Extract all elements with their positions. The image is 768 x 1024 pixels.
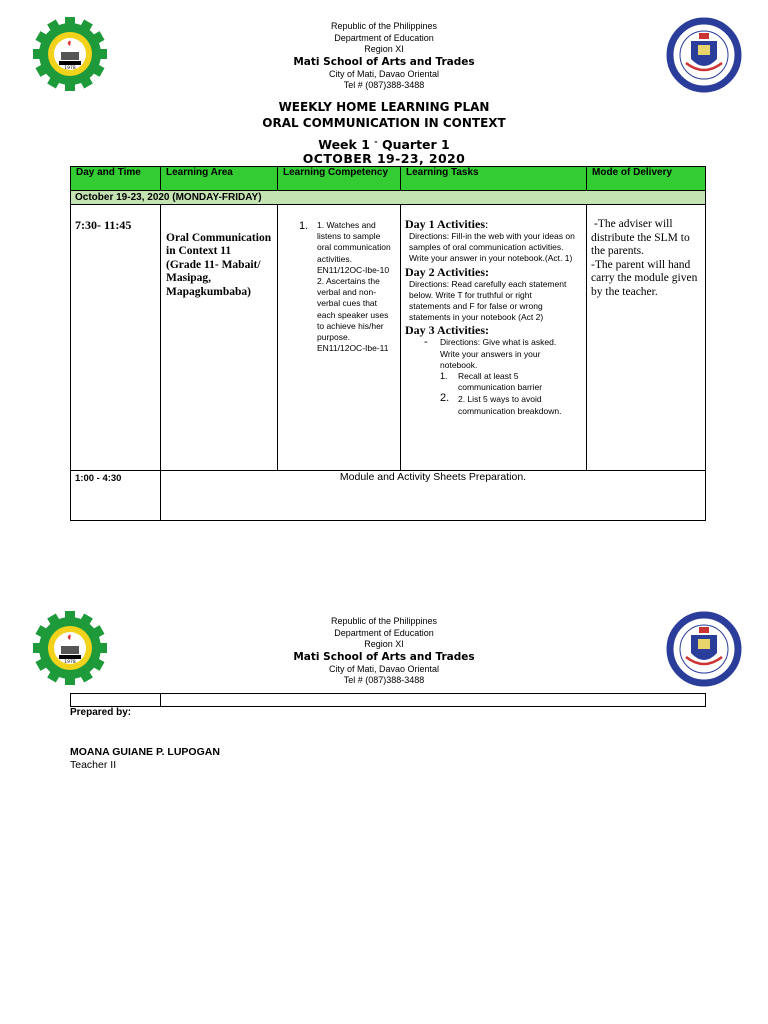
deped-seal-right xyxy=(663,611,745,687)
col-divider-2-header xyxy=(277,166,278,191)
day3-item-2-number: 2. xyxy=(440,392,450,405)
learning-area-cell xyxy=(166,232,271,299)
afternoon-activity: Module and Activity Sheets Preparation. xyxy=(339,471,527,483)
table-border-right xyxy=(705,166,706,521)
letterhead-school: Mati School of Arts and Trades xyxy=(293,55,475,68)
prepared-by-label: Prepared by: xyxy=(70,707,132,718)
day3-directions xyxy=(405,337,585,371)
day2-line: below. Write T for truthful or right xyxy=(409,289,532,300)
col-divider-3 xyxy=(400,204,401,471)
header-learning-competency: Learning Competency xyxy=(278,167,400,190)
learning-area-line: Masipag, xyxy=(166,272,212,285)
learning-area-line: Mapagkumbaba) xyxy=(166,285,251,298)
col-divider-2 xyxy=(277,204,278,471)
header-learning-area: Learning Area xyxy=(161,167,277,190)
delivery-line: distribute the SLM to xyxy=(591,231,690,244)
letterhead-school: Mati School of Arts and Trades xyxy=(293,650,475,663)
delivery-line: the parents. xyxy=(591,245,645,258)
table-border-header-bottom xyxy=(70,190,706,191)
learning-area-line: in Context 11 xyxy=(166,245,232,258)
letterhead-department: Department of Education xyxy=(334,32,434,43)
learning-tasks-cell xyxy=(405,217,585,417)
letterhead-tel: Tel # (087)388-3488 xyxy=(343,675,425,685)
day1-line: samples of oral communication activities. xyxy=(409,242,564,253)
svg-text:1978: 1978 xyxy=(64,66,76,71)
col-divider-4-header xyxy=(586,166,587,191)
header-learning-tasks: Learning Tasks xyxy=(401,167,586,190)
preparer-position: Teacher II xyxy=(70,759,117,771)
letterhead xyxy=(234,616,534,687)
letterhead-region: Region XI xyxy=(364,639,404,649)
continuation-table xyxy=(70,693,706,707)
week-separator: - xyxy=(374,137,378,146)
competency-line: verbal and non- xyxy=(317,287,377,298)
delivery-line: -The adviser will xyxy=(594,218,673,230)
deped-seal-right xyxy=(663,17,745,93)
delivery-line: carry the module given xyxy=(591,272,698,285)
day3-item-1-line: Recall at least 5 xyxy=(458,371,519,382)
competency-line: oral communication xyxy=(317,242,391,253)
letterhead-city: City of Mati, Davao Oriental xyxy=(328,663,440,674)
day1-line: Directions: Fill-in the web with your ideas on xyxy=(409,231,575,241)
day3-line: Directions: Give what is asked. xyxy=(440,337,557,348)
day3-item-2 xyxy=(405,394,585,416)
day3-item-1-number: 1. xyxy=(440,371,448,382)
table-border-left xyxy=(70,166,71,521)
day1-line: Write your answer in your notebook.(Act. 1) xyxy=(409,253,573,264)
plan-week xyxy=(0,137,768,152)
day2-line: statements in your notebook (Act 2) xyxy=(409,312,544,323)
day3-bullet: - xyxy=(424,336,428,349)
table-border-top xyxy=(70,166,706,167)
header-mode-of-delivery: Mode of Delivery xyxy=(587,167,705,190)
letterhead-tel: Tel # (087)388-3488 xyxy=(343,80,425,90)
school-logo-left xyxy=(31,17,109,91)
day2-line: statements and F for false or wrong xyxy=(409,301,543,312)
day3-item-2-line: 2. List 5 ways to avoid xyxy=(458,394,542,405)
col-divider-1-header xyxy=(160,166,161,191)
competency-line: 2. Ascertains the xyxy=(317,276,380,287)
date-row-label: October 19-23, 2020 (MONDAY-FRIDAY) xyxy=(75,192,262,203)
col-divider-3-header xyxy=(400,166,401,191)
plan-subject: ORAL COMMUNICATION IN CONTEXT xyxy=(262,116,506,130)
preparer-name: MOANA GUIANE P. LUPOGAN xyxy=(70,746,220,758)
competency-line: activities. xyxy=(317,253,352,264)
competency-line: verbal cues that xyxy=(317,298,378,309)
plan-dates: OCTOBER 19-23, 2020 xyxy=(302,151,466,166)
day1-heading-text: Day 1 Activities xyxy=(405,217,485,231)
competency-line: EN11/12OC-Ibe-10 xyxy=(317,264,390,275)
table-border-daterow-bottom xyxy=(70,204,706,205)
mode-of-delivery-cell xyxy=(591,218,697,300)
day1-heading-colon: : xyxy=(485,217,489,231)
competency-line: purpose. xyxy=(317,332,351,343)
letterhead-department: Department of Education xyxy=(334,627,434,638)
delivery-line: -The parent will hand xyxy=(591,258,691,271)
day2-heading: Day 2 Activities: xyxy=(405,264,489,279)
day3-heading: Day 3 Activities: xyxy=(405,323,489,338)
day1-heading xyxy=(405,217,585,231)
col-divider-4 xyxy=(586,204,587,471)
day3-item-1-line: communication barrier xyxy=(458,382,543,393)
svg-text:1978: 1978 xyxy=(64,660,76,665)
day3-line: Write your answers in your xyxy=(440,348,541,359)
learning-area-line: Oral Communication xyxy=(166,232,272,244)
time-morning: 7:30- 11:45 xyxy=(75,218,132,232)
time-afternoon: 1:00 - 4:30 xyxy=(75,473,122,484)
header-day-time: Day and Time xyxy=(71,167,160,190)
continuation-col-divider xyxy=(160,693,161,707)
letterhead-region: Region XI xyxy=(364,44,404,54)
competency-line: each speaker uses xyxy=(317,309,389,320)
letterhead-city: City of Mati, Davao Oriental xyxy=(328,68,440,79)
plan-title: WEEKLY HOME LEARNING PLAN xyxy=(278,100,490,114)
learning-area-line: (Grade 11- Mabait/ xyxy=(166,258,261,271)
letterhead xyxy=(234,21,534,92)
table-border-bottom xyxy=(70,520,706,521)
letterhead-republic: Republic of the Philippines xyxy=(330,616,438,626)
competency-cell xyxy=(317,220,399,354)
quarter-label: Quarter 1 xyxy=(381,137,450,153)
competency-line: 1. Watches and xyxy=(317,220,376,230)
day2-line: Directions: Read carefully each statement xyxy=(409,278,567,289)
competency-line: listens to sample xyxy=(317,231,381,242)
day3-line: notebook. xyxy=(440,359,478,370)
letterhead-republic: Republic of the Philippines xyxy=(330,21,438,31)
day3-item-1 xyxy=(405,371,585,393)
school-logo-left xyxy=(31,611,109,685)
competency-number: 1. xyxy=(299,220,309,232)
week-label: Week 1 xyxy=(318,137,370,153)
competency-line: EN11/12OC-Ibe-11 xyxy=(317,343,389,354)
competency-line: to achieve his/her xyxy=(317,320,384,331)
delivery-line: by the teacher. xyxy=(591,285,658,298)
day3-item-2-line: communication breakdown. xyxy=(458,405,562,416)
